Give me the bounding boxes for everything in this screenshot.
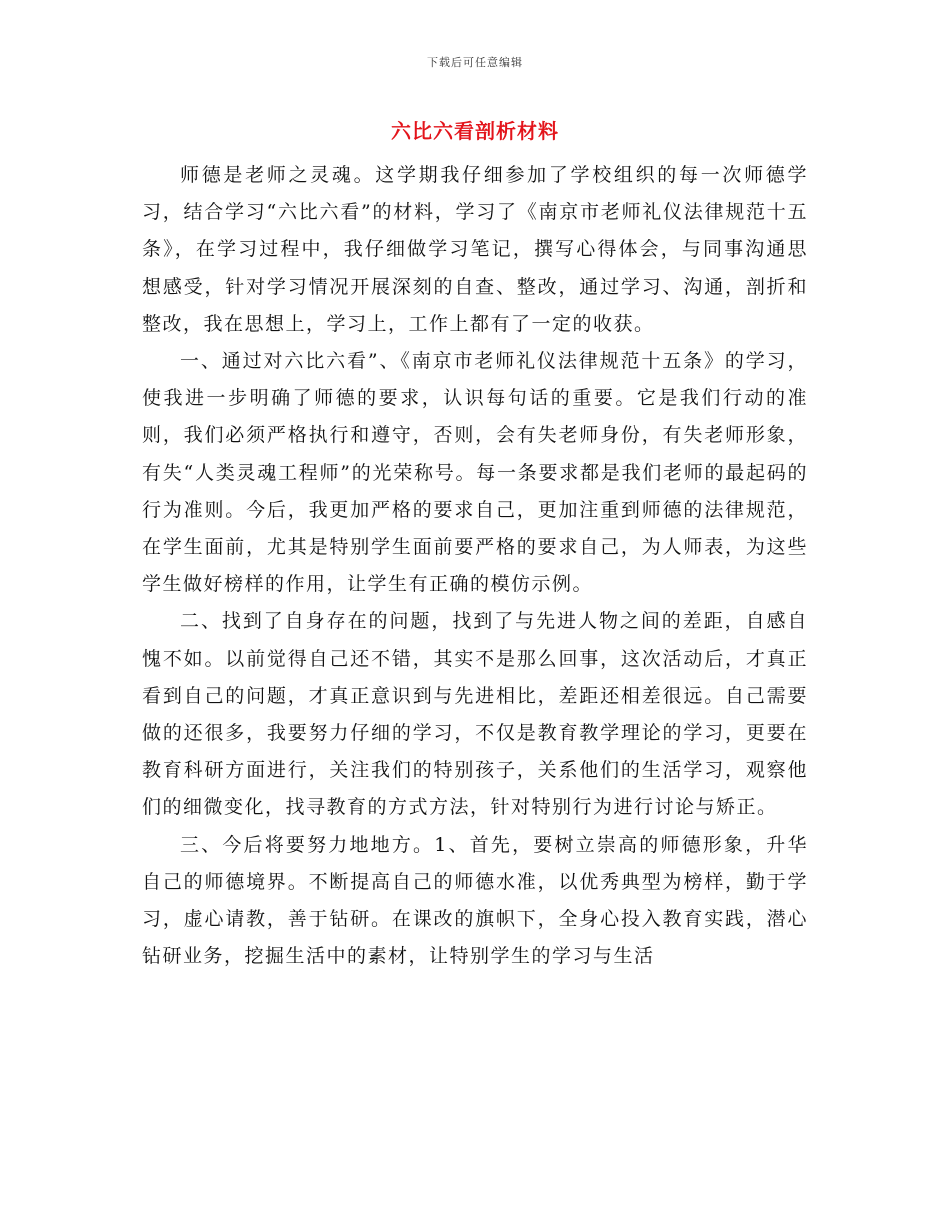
paragraph-intro: 师德是老师之灵魂。这学期我仔细参加了学校组织的每一次师德学习，结合学习“六比六看”的材料，学习了《南京市老师礼仪法律规范十五条》，在学习过程中，我仔细做学习笔记，撰写心得体会，与同事沟通思想感受，针对学习情况开展深刻的自查、整改，通过学习、沟通，剖折和整改，我在思想上，学习上，工作上都有了一定的收获。 — [142, 164, 808, 335]
paragraph-section-3: 三、今后将要努力地地方。1、首先，要树立崇高的师德形象，升华自己的师德境界。不断提高自己的师德水准，以优秀典型为榜样，勤于学习，虚心请教，善于钻研。在课改的旗帜下，全身心投入教育实践，潜心钻研业务，挖掘生活中的素材，让特别学生的学习与生活 — [142, 833, 808, 968]
header-note: 下载后可任意编辑 — [427, 56, 523, 69]
document-body — [142, 157, 808, 975]
page-title: 六比六看剖析材料 — [391, 119, 559, 143]
paragraph-section-2: 二、找到了自身存在的问题，找到了与先进人物之间的差距，自感自愧不如。以前觉得自己还不错，其实不是那么回事，这次活动后，才真正看到自己的问题，才真正意识到与先进相比，差距还相差很远。自己需要做的还很多，我要努力仔细的学习，不仅是教育教学理论的学习，更要在教育科研方面进行，关注我们的特别孩子，关系他们的生活学习，观察他们的细微变化，找寻教育的方式方法，针对特别行为进行讨论与矫正。 — [142, 610, 808, 819]
paragraph-section-1: 一、通过对六比六看”、《南京市老师礼仪法律规范十五条》的学习，使我进一步明确了师德的要求，认识每句话的重要。它是我们行动的准则，我们必须严格执行和遵守，否则，会有失老师身份，有失老师形象，有失“人类灵魂工程师”的光荣称号。每一条要求都是我们老师的最起码的行为准则。今后，我更加严格的要求自己，更加注重到师德的法律规范，在学生面前，尤其是特别学生面前要严格的要求自己，为人师表，为这些学生做好榜样的作用，让学生有正确的模仿示例。 — [142, 350, 808, 596]
